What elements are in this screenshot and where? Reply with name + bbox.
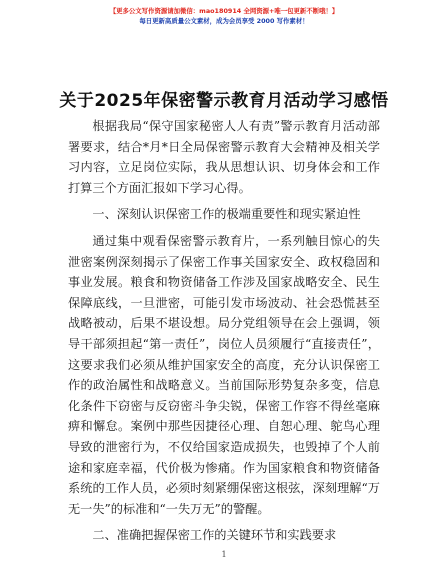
page-number: 1 <box>221 550 227 559</box>
document-title: 关于2025年保密警示教育月活动学习感悟 <box>59 91 389 111</box>
promo-banner-line-2: 每日更新高质量公文素材，成为会员享受 2000 写作素材！ <box>139 17 309 25</box>
promo-banner <box>0 6 448 26</box>
intro-paragraph: 根据我局“保守国家秘密人人有责”警示教育月活动部署要求，结合*月*日全局保密警示教育大会精神及相关学习内容，立足岗位实际，我从思想认识、切身体会和工作打算三个方面汇报如下学习心得。 <box>68 119 380 195</box>
document-body <box>68 116 380 546</box>
section-1-paragraph: 通过集中观看保密警示教育片，一系列触目惊心的失泄密案例深刻揭示了保密工作事关国家安全、政权稳固和事业发展。粮食和物资储备工作涉及国家战略安全、民生保障底线，一旦泄密，可能引发市场波动、社会恐慌甚至战略被动，后果不堪设想。局分党组领导在会上强调，领导干部须担起“第一责任”，岗位人员须履行“直接责任”，这要求我们必须从维护国家安全的高度，充分认识保密工作的政治属性和战略意义。当前国际形势复杂多变，信息化条件下窃密与反窃密斗争尖锐，保密工作容不得丝毫麻痹和懈怠。案例中那些因捷径心理、自恕心理、鸵鸟心理导致的泄密行为，不仅给国家造成损失，也毁掉了个人前途和家庭幸福，代价极为惨痛。作为国家粮食和物资储备系统的工作人员，必须时刻紧绷保密这根弦，深刻理解“万无一失”的标准和“一失万无”的警醒。 <box>68 233 380 516</box>
promo-banner-line-1: 【更多公文写作资源请加微信：mao180914 全网资源+唯一包更新不断哦！】 <box>109 7 339 15</box>
section-1-heading: 一、深刻认识保密工作的极端重要性和现实紧迫性 <box>92 207 361 222</box>
section-2-heading: 二、准确把握保密工作的关键环节和实践要求 <box>92 528 337 543</box>
